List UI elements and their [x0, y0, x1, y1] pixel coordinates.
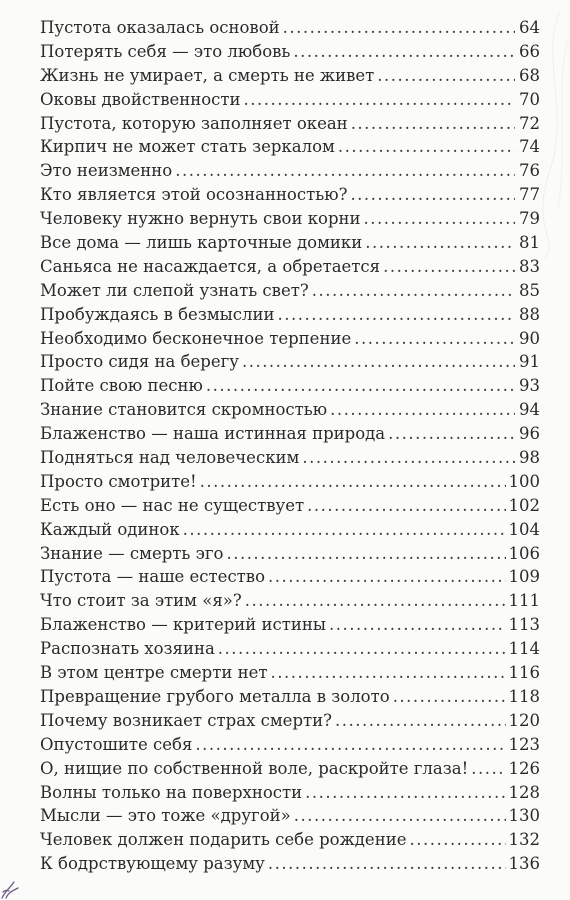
toc-entry — [40, 135, 540, 159]
toc-entry-title: Блаженство — критерий истины — [40, 615, 327, 635]
toc-entry-page: 64 — [519, 18, 540, 37]
toc-entry — [40, 88, 540, 112]
toc-leader-dots — [335, 709, 506, 733]
toc-entry-page: 130 — [508, 806, 540, 826]
toc-entry-title: Пустота оказалась основой — [40, 18, 280, 37]
toc-entry-page: 118 — [508, 686, 540, 706]
toc-leader-dots — [244, 88, 515, 112]
toc-entry-title: Это неизменно — [40, 161, 173, 181]
toc-entry-title: Кирпич не может стать зеркалом — [40, 137, 335, 157]
toc-leader-dots — [393, 685, 506, 709]
toc-entry-page: 113 — [508, 615, 540, 635]
toc-leader-dots — [383, 255, 515, 279]
toc-entry-title: Каждый одинок — [40, 519, 180, 539]
toc-entry-title: Может ли слепой узнать свет? — [40, 280, 309, 300]
toc-entry — [40, 159, 540, 183]
toc-entry-title: Превращение грубого металла в золото — [40, 686, 390, 706]
toc-entry-page: 128 — [508, 782, 540, 802]
toc-entry-title: Человек должен подарить себе рождение — [40, 830, 407, 850]
toc-entry-title: В этом центре смерти нет — [40, 663, 268, 683]
toc-leader-dots — [283, 16, 515, 40]
toc-entry-title: Просто смотрите! — [40, 471, 197, 491]
toc-entry — [40, 518, 540, 542]
toc-entry — [40, 565, 540, 589]
toc-entry-page: 123 — [508, 734, 540, 754]
toc-leader-dots — [268, 565, 505, 589]
toc-leader-dots — [377, 64, 515, 88]
toc-entry — [40, 828, 540, 852]
toc-entry-page: 96 — [519, 424, 540, 444]
toc-leader-dots — [175, 159, 515, 183]
toc-entry — [40, 804, 540, 828]
toc-leader-dots — [338, 135, 515, 159]
toc-entry-page: 72 — [519, 113, 540, 133]
toc-entry — [40, 183, 540, 207]
toc-entry-title: К бодрствующему разуму — [40, 854, 265, 874]
toc-entry-page: 100 — [508, 471, 540, 491]
corner-ornament-icon — [0, 878, 22, 900]
toc-entry — [40, 207, 540, 231]
toc-leader-dots — [330, 398, 515, 422]
toc-leader-dots — [226, 542, 505, 566]
toc-leader-dots — [218, 637, 506, 661]
toc-leader-dots — [294, 804, 506, 828]
toc-entry — [40, 781, 540, 805]
toc-entry-title: Все дома — лишь карточные домики — [40, 233, 363, 253]
toc-leader-dots — [305, 781, 505, 805]
toc-entry-page: 66 — [519, 41, 540, 61]
toc-entry-page: 109 — [508, 567, 540, 587]
toc-entry-title: Человеку нужно вернуть свои корни — [40, 209, 361, 229]
toc-entry — [40, 255, 540, 279]
toc-entry-page: 136 — [508, 854, 540, 874]
toc-entry — [40, 757, 540, 781]
toc-entry-page: 116 — [508, 663, 540, 683]
toc-leader-dots — [183, 518, 506, 542]
toc-entry-page: 114 — [508, 639, 540, 659]
toc-leader-dots — [307, 494, 505, 518]
toc-entry-title: Подняться над человеческим — [40, 448, 300, 468]
toc-entry — [40, 350, 540, 374]
toc-entry — [40, 422, 540, 446]
toc-entry-page: 85 — [519, 280, 540, 300]
toc-entry — [40, 637, 540, 661]
toc-entry-title: Опустошите себя — [40, 734, 193, 754]
toc-entry-page: 91 — [519, 352, 540, 372]
toc-leader-dots — [268, 852, 506, 876]
toc-entry — [40, 231, 540, 255]
toc-entry-title: Блаженство — наша истинная природа — [40, 424, 386, 444]
toc-leader-dots — [278, 303, 516, 327]
toc-entry-title: Пустота, которую заполняет океан — [40, 113, 348, 133]
toc-entry — [40, 589, 540, 613]
toc-entry-title: Почему возникает страх смерти? — [40, 710, 332, 730]
toc-entry — [40, 709, 540, 733]
toc-entry-page: 77 — [519, 185, 540, 205]
toc-entry-page: 94 — [519, 400, 540, 420]
toc-leader-dots — [329, 613, 505, 637]
toc-entry-title: Оковы двойственности — [40, 89, 241, 109]
toc-entry — [40, 374, 540, 398]
toc-leader-dots — [312, 279, 515, 303]
toc-entry — [40, 327, 540, 351]
toc-leader-dots — [195, 733, 505, 757]
toc-entry-title: Жизнь не умирает, а смерть не живет — [40, 65, 375, 85]
toc-entry-page: 88 — [519, 304, 540, 324]
toc-entry — [40, 470, 540, 494]
toc-leader-dots — [364, 207, 515, 231]
toc-entry — [40, 398, 540, 422]
toc-entry-title: Волны только на поверхности — [40, 782, 303, 802]
toc-entry-page: 126 — [508, 758, 540, 778]
toc-entry-page: 76 — [519, 161, 540, 181]
toc-entry-title: Знание — смерть эго — [40, 543, 224, 563]
toc-entry-title: Необходимо бесконечное терпение — [40, 328, 352, 348]
toc-leader-dots — [350, 183, 515, 207]
toc-entry-title: Пойте свою песню — [40, 376, 203, 396]
toc-leader-dots — [471, 757, 505, 781]
toc-entry — [40, 661, 540, 685]
toc-entry-title: Потерять себя — это любовь — [40, 41, 291, 61]
toc-entry-title: Мысли — это тоже «другой» — [40, 806, 291, 826]
toc-entry-title: Что стоит за этим «я»? — [40, 591, 242, 611]
toc-leader-dots — [271, 661, 506, 685]
toc-entry-title: Саньяса не насаждается, а обретается — [40, 256, 381, 276]
toc-leader-dots — [293, 40, 515, 64]
toc-entry — [40, 446, 540, 470]
toc-entry-page: 81 — [519, 233, 540, 253]
toc-entry — [40, 64, 540, 88]
toc-entry — [40, 16, 540, 40]
toc-entry — [40, 542, 540, 566]
toc-entry-title: О, нищие по собственной воле, раскройте глаза! — [40, 758, 469, 778]
toc-entry — [40, 494, 540, 518]
toc-leader-dots — [409, 828, 505, 852]
toc-entry-page: 68 — [519, 65, 540, 85]
toc-entry-title: Пустота — наше естество — [40, 567, 266, 587]
toc-entry-title: Распознать хозяина — [40, 639, 215, 659]
toc-leader-dots — [242, 350, 515, 374]
toc-entry — [40, 852, 540, 876]
toc-leader-dots — [245, 589, 506, 613]
table-of-contents — [40, 16, 540, 876]
toc-entry-page: 106 — [508, 543, 540, 563]
toc-leader-dots — [388, 422, 515, 446]
toc-entry — [40, 685, 540, 709]
toc-entry-page: 111 — [508, 591, 540, 611]
toc-entry-page: 120 — [508, 710, 540, 730]
toc-entry-title: Есть оно — нас не существует — [40, 495, 305, 515]
toc-entry-title: Пробуждаясь в безмыслии — [40, 304, 275, 324]
toc-entry — [40, 613, 540, 637]
toc-entry-page: 132 — [508, 830, 540, 850]
toc-leader-dots — [206, 374, 515, 398]
toc-entry — [40, 303, 540, 327]
toc-entry — [40, 733, 540, 757]
toc-entry-page: 104 — [508, 519, 540, 539]
toc-entry-page: 90 — [519, 328, 540, 348]
toc-entry-page: 102 — [508, 495, 540, 515]
toc-entry-page: 93 — [519, 376, 540, 396]
toc-entry-title: Знание становится скромностью — [40, 400, 328, 420]
toc-leader-dots — [354, 327, 515, 351]
toc-entry-page: 70 — [519, 89, 540, 109]
toc-entry-page: 79 — [519, 209, 540, 229]
toc-entry-page: 74 — [519, 137, 540, 157]
toc-entry — [40, 279, 540, 303]
toc-leader-dots — [365, 231, 515, 255]
toc-leader-dots — [351, 112, 515, 136]
toc-entry-page: 83 — [519, 256, 540, 276]
toc-entry — [40, 40, 540, 64]
toc-entry-page: 98 — [519, 448, 540, 468]
toc-entry — [40, 112, 540, 136]
toc-leader-dots — [200, 470, 506, 494]
toc-leader-dots — [302, 446, 515, 470]
toc-entry-title: Кто является этой осознанностью? — [40, 185, 348, 205]
toc-entry-title: Просто сидя на берегу — [40, 352, 239, 372]
